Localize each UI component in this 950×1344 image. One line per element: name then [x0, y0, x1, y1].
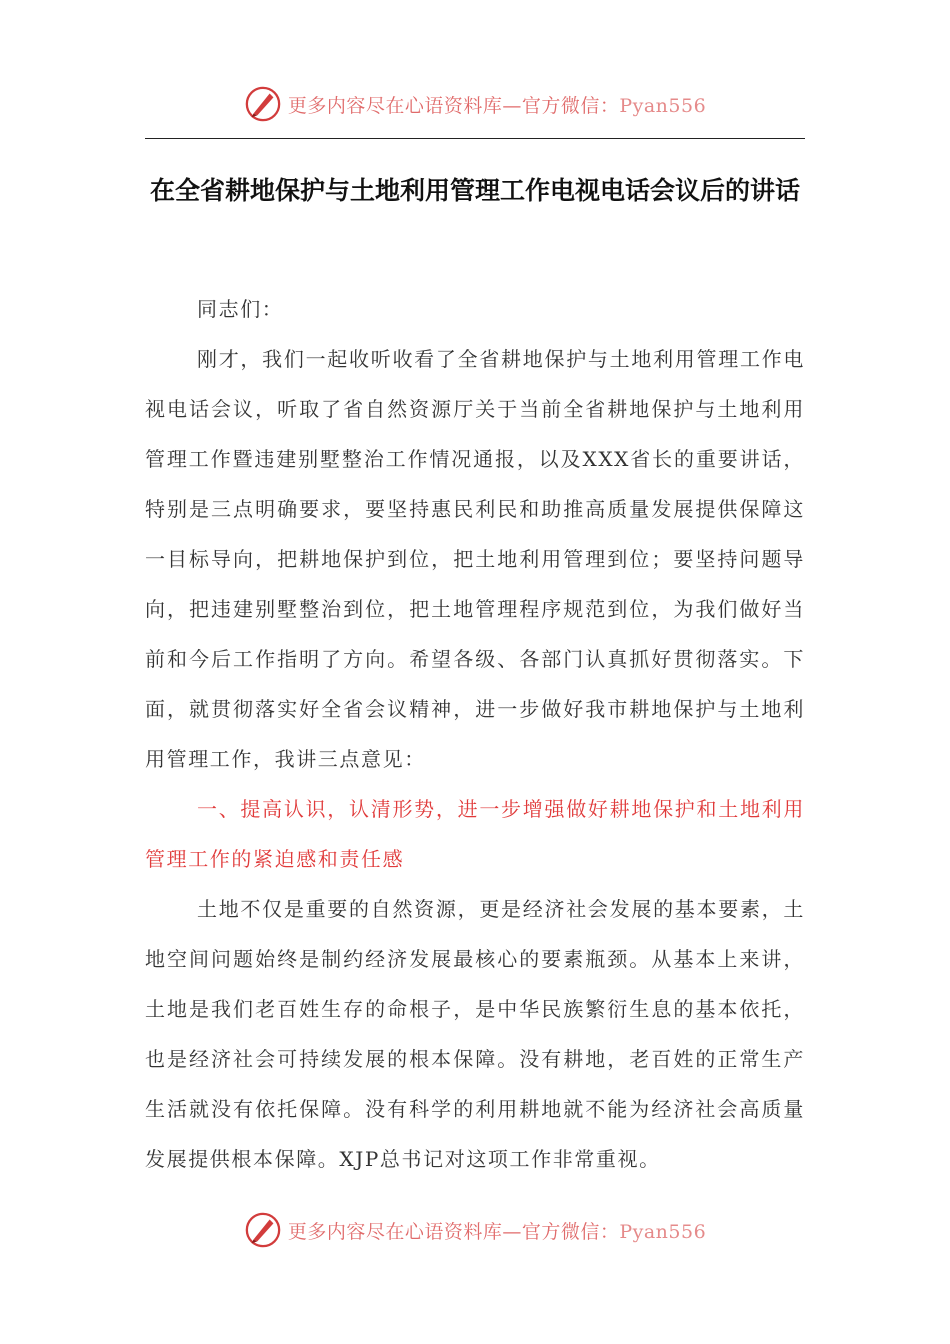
section-heading: 一、提高认识，认清形势，进一步增强做好耕地保护和土地利用管理工作的紧迫感和责任感 [145, 797, 805, 871]
banner-text: 更多内容尽在心语资料库—官方微信：Pyan556 [287, 94, 707, 117]
wechat-id: Pyan556 [619, 1220, 707, 1243]
document-title: 在全省耕地保护与土地利用管理工作电视电话会议后的讲话 [149, 176, 800, 205]
header-divider [145, 138, 805, 139]
salutation: 同志们： [197, 297, 284, 321]
document-body [145, 284, 805, 1184]
header-banner [0, 82, 950, 126]
pen-logo-icon [244, 1211, 282, 1249]
footer-banner [0, 1208, 950, 1252]
paragraph: 刚才，我们一起收听收看了全省耕地保护与土地利用管理工作电视电话会议，听取了省自然资源厅关于当前全省耕地保护与土地利用管理工作暨违建别墅整治工作情况通报，以及XXX省长的重要讲话，特别是三点明确要求，要坚持惠民利民和助推高质量发展提供保障这一目标导向，把耕地保护到位，把土地利用管理到位；要坚持问题导向，把违建别墅整治到位，把土地管理程序规范到位，为我们做好当前和今后工作指明了方向。希望各级、各部门认真抓好贯彻落实。下面，就贯彻落实好全省会议精神，进一步做好我市耕地保护与土地利用管理工作，我讲三点意见： [145, 347, 805, 771]
banner-text: 更多内容尽在心语资料库—官方微信：Pyan556 [287, 1220, 707, 1243]
wechat-id: Pyan556 [619, 94, 707, 117]
pen-logo-icon [244, 85, 282, 123]
paragraph: 土地不仅是重要的自然资源，更是经济社会发展的基本要素，土地空间问题始终是制约经济发展最核心的要素瓶颈。从基本上来讲，土地是我们老百姓生存的命根子，是中华民族繁衍生息的基本依托，也是经济社会可持续发展的根本保障。没有耕地，老百姓的正常生产生活就没有依托保障。没有科学的利用耕地就不能为经济社会高质量发展提供根本保障。XJP总书记对这项工作非常重视。 [145, 897, 805, 1171]
